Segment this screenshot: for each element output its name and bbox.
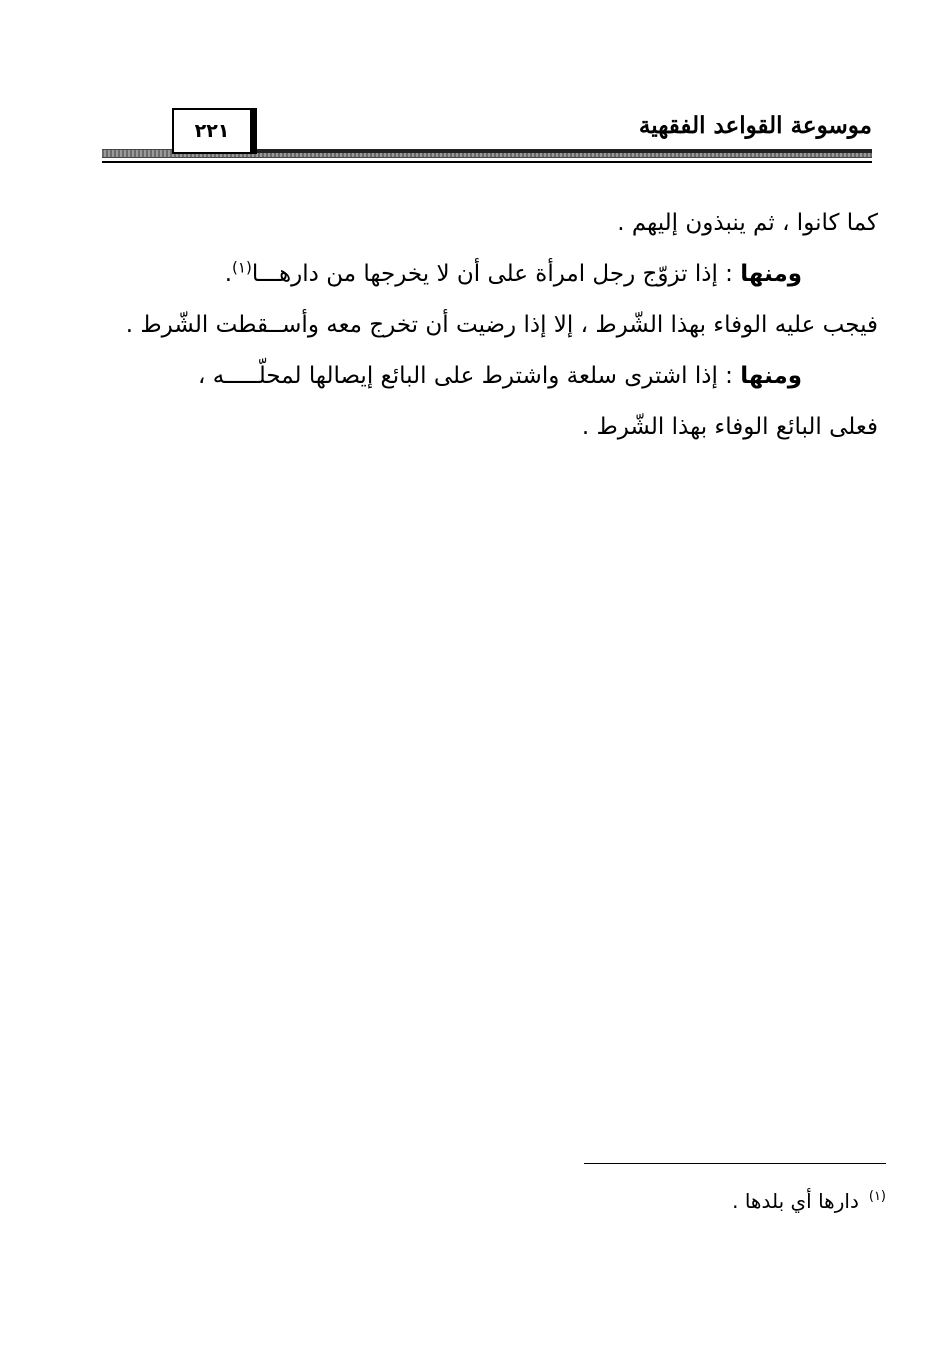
footnote-divider	[584, 1163, 886, 1164]
main-text	[104, 198, 878, 453]
page-number-box	[172, 108, 252, 154]
paragraph-1: كما كانوا ، ثم ينبذون إليهم .	[617, 210, 878, 236]
header-rule-solid	[252, 149, 872, 153]
footnote-text: دارها أي بلدها .	[732, 1189, 859, 1213]
page-header	[102, 108, 872, 168]
page-number: ٢٢١	[194, 120, 230, 142]
header-rule-thin	[102, 161, 872, 163]
paragraph-3: فيجب عليه الوفاء بهذا الشّرط ، إلا إذا رضيت أن تخرج معه وأســقطت الشّرط .	[125, 312, 878, 338]
footnote	[500, 1184, 886, 1218]
paragraph-5: فعلى البائع الوفاء بهذا الشّرط .	[581, 414, 878, 440]
book-title: موسوعة القواعد الفقهية	[638, 112, 872, 139]
footnote-reference: (١)	[232, 258, 252, 277]
paragraph-4-lead: ومنها	[740, 363, 802, 389]
footnote-mark: (١)	[868, 1189, 886, 1205]
paragraph-4	[104, 351, 878, 402]
paragraph-2	[104, 249, 878, 300]
paragraph-2-end: .	[224, 261, 233, 287]
paragraph-2-text: : إذا تزوّج رجل امرأة على أن لا يخرجها من دارهـــا	[251, 261, 741, 287]
paragraph-2-lead: ومنها	[740, 261, 802, 287]
paragraph-4-text: : إذا اشترى سلعة واشترط على البائع إيصالها لمحلّـــــه ،	[198, 363, 741, 389]
